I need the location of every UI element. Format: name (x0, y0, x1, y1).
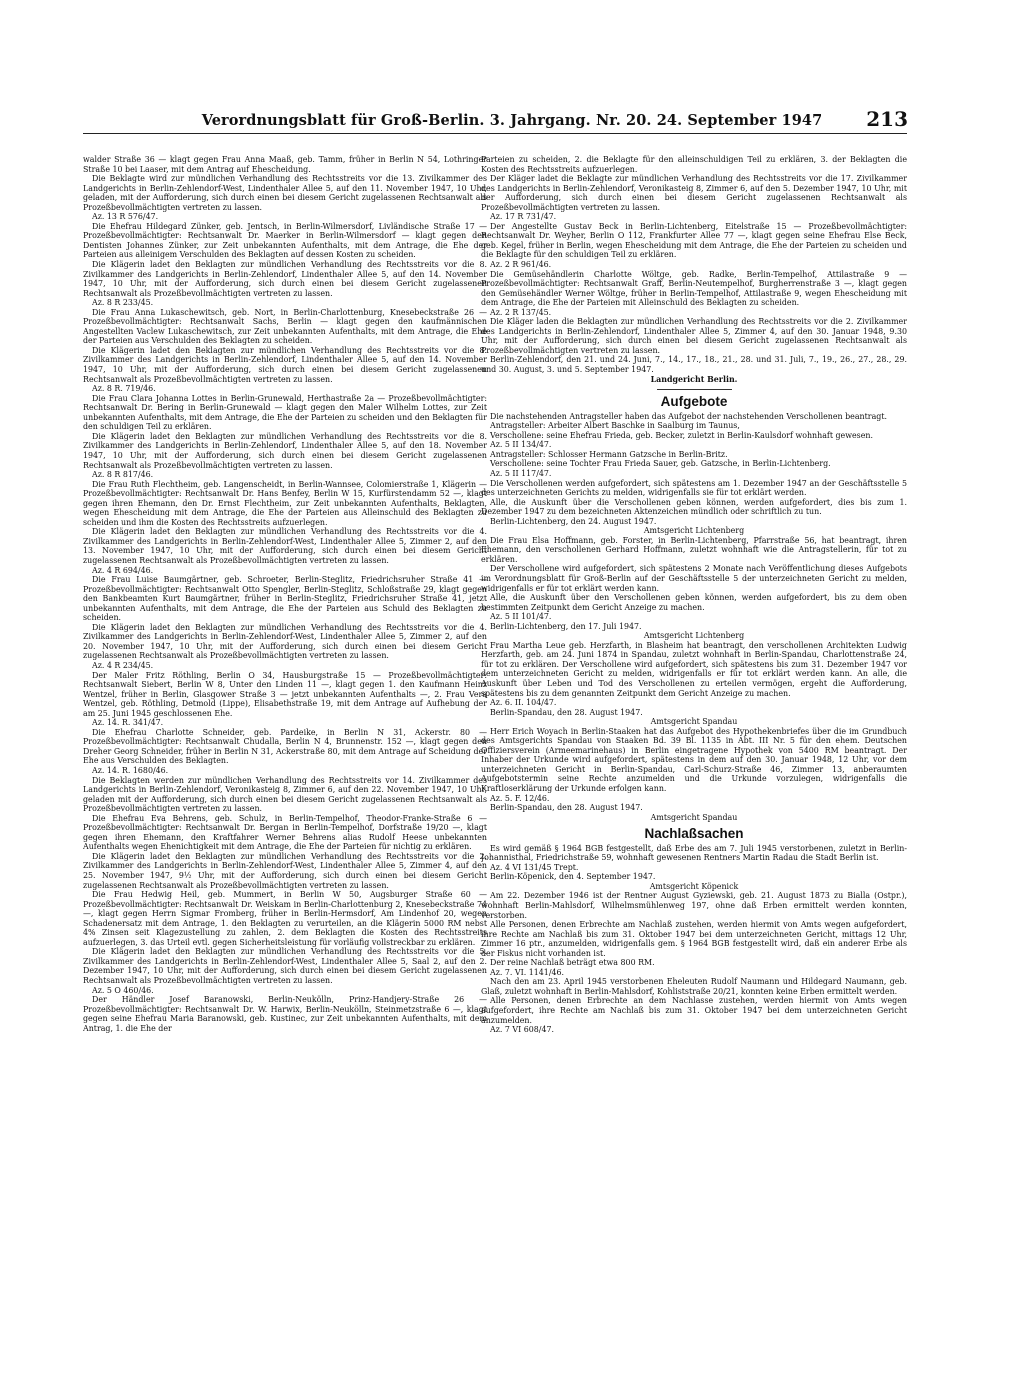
paragraph: Az. 5 II 117/47. (490, 468, 552, 478)
paragraph: Am 22. Dezember 1946 ist der Rentner August Gyziewski, geb. 21. August 1873 zu Bialla (Ostpr.), wohnhaft Berlin-Mahlsdorf, Wilhelmsmühlenweg 197, ohne daß Erben ermittelt werden konnten, verstorben. (481, 891, 907, 920)
paragraph: Alle Personen, denen Erbrechte an dem Nachlasse zustehen, werden hiermit von Amts wegen aufgefordert, ihre Rechte am Nachlaß bis zum 31. Oktober 1947 bei dem unterzeichneten Gericht anzumelden. (481, 996, 907, 1025)
paragraph: Die Klägerin ladet den Beklagten zur mündlichen Verhandlung des Rechtsstreits vor die 4. Zivilkammer des Landgerichts in Berlin-Zehlendorf-West, Lindenthaler Allee 5, Zimmer 2, auf den 20. November 1947, 10 Uhr, mit der Aufforderung, sich durch einen bei diesem Gericht zugelassenen Rechtsanwalt als Prozeßbevollmächtigten vertreten zu lassen. (83, 622, 487, 661)
paragraph: Die Verschollenen werden aufgefordert, sich spätestens am 1. Dezember 1947 an der Geschäftsstelle 5 des unterzeichneten Gerichts zu melden, widrigenfalls sie für tot erklärt werden. (481, 478, 907, 498)
paragraph: Die Frau Ruth Flechtheim, geb. Langenscheidt, in Berlin-Wannsee, Colomierstraße 1, Klägerin — Prozeßbevollmächtigter: Rechtsanwalt Dr. Hans Benfey, Berlin W 15, Kurfürstendamm 52 —, klagt gegen ihren Ehemann, den Dr. Ernst Flechtheim, zur Zeit unbekannten Aufenthalts, Beklagten, wegen Ehescheidung mit dem Antrage, die Ehe der Parteien aus Alleinschuld des Beklagten zu scheiden und ihm die Kosten des Rechtsstreits aufzuerlegen. (83, 479, 487, 527)
paragraph: Az. 5 II 101/47. (490, 612, 552, 622)
page-number: 213 (866, 107, 908, 131)
paragraph: Die Klägerin ladet den Beklagten zur mündlichen Verhandlung des Rechtsstreits vor die 5. Zivilkammer des Landgerichts in Berlin-Zehlendorf-West, Lindenthaler Allee 5, Saal 2, auf den 2. Dezember 1947, 10 Uhr, mit der Aufforderung, sich durch einen bei diesem Gericht zugelassenen Rechtsanwalt als Prozeßbevollmächtigten vertreten zu lassen. (83, 947, 487, 986)
section-divider (657, 389, 732, 390)
paragraph: Es wird gemäß § 1964 BGB festgestellt, daß Erbe des am 7. Juli 1945 verstorbenen, zuletzt in Berlin-Johannisthal, Friedrichstraße 59, wohnhaft gewesenen Rentners Martin Radau die Stadt Berlin ist. (481, 843, 907, 863)
section-heading-aufgebote: Aufgebote (660, 394, 728, 410)
section-heading-nachlass: Nachlaßsachen (644, 826, 744, 842)
paragraph: Az. 7. VI. 1141/46. (490, 967, 565, 977)
paragraph: Berlin-Lichtenberg, den 17. Juli 1947. (490, 621, 642, 631)
paragraph: Alle, die Auskunft über den Verschollenen geben können, werden aufgefordert, bis zu dem oben bestimmten Zeitpunkt dem Gericht Anzeige zu machen. (481, 593, 907, 612)
paragraph: Die Frau Anna Lukaschewitsch, geb. Nort, in Berlin-Charlottenburg, Knesebeckstraße 26 — Prozeßbevollmächtigter: Rechtsanwalt Sachs, Berlin — klagt gegen den kaufmännischen Angestellten Vaclew Lukaschewitsch, zur Zeit unbekannten Aufenthalts, mit dem Antrage, die Ehe der Parteien aus Verschulden des Beklagten zu scheiden. (83, 307, 487, 346)
paragraphs-block5 (481, 727, 907, 813)
paragraph: Az. 5 II 134/47. (490, 440, 552, 450)
paragraph: walder Straße 36 — klagt gegen Frau Anna Maaß, geb. Tamm, früher in Berlin N 54, Lothringer Straße 10 bei Laaser, mit dem Antrag auf Ehescheidung. (83, 155, 487, 174)
paragraph: Die nachstehenden Antragsteller haben das Aufgebot der nachstehenden Verschollenen beantragt. (490, 411, 888, 421)
paragraph: Berlin-Lichtenberg, den 24. August 1947. (490, 516, 657, 526)
paragraph: Berlin-Spandau, den 28. August 1947. (490, 707, 643, 717)
paragraph: Der Angestellte Gustav Beck in Berlin-Lichtenberg, Eitelstraße 15 — Prozeßbevollmächtigter: Rechtsanwalt Dr. Weyher, Berlin O 112, Frankfurter Allee 77 —, klagt gegen seine Ehefrau Else Beck, geb. Kegel, früher in Berlin, wegen Ehescheidung mit dem Antrage, die Ehe der Parteien zu scheiden und die Beklagte für den schuldigen Teil zu erklären. (481, 221, 907, 260)
paragraph: Az. 8 R. 719/46. (92, 384, 156, 394)
paragraph: Az. 5 O 460/46. (92, 985, 154, 995)
paragraph: Az. 4 VI 131/45 Trept. (490, 862, 579, 872)
paragraph: Die Ehefrau Charlotte Schneider, geb. Pardeike, in Berlin N 31, Ackerstr. 80 — Prozeßbevollmächtigter: Rechtsanwalt Chudalla, Berlin N 4, Brunnenstr. 152 —, klagt gegen den Dreher Georg Schneider, früher in Berlin N 31, Ackerstraße 80, mit dem Antrage auf Scheidung der Ehe aus Verschulden des Beklagten. (83, 727, 487, 766)
paragraph: Frau Martha Leue geb. Herzfarth, in Blasheim hat beantragt, den verschollenen Architekten Ludwig Herzfarth, geb. am 24. Juni 1874 in Spandau, zuletzt wohnhaft in Berlin-Spandau, Charlottenstraße 24, für tot zu erklären. Der Verschollene wird aufgefordert, sich spätestens bis zum 31. Dezember 1947 vor dem unterzeichneten Gericht zu melden, widrigenfalls er für tot erklärt werden kann. An alle, die Auskunft über Leben und Tod des Verschollenen zu erteilen vermögen, ergeht die Aufforderung, spätestens bis zu dem genannten Zeitpunkt dem Gericht Anzeige zu machen. (481, 640, 907, 698)
paragraph: Die Ehefrau Eva Behrens, geb. Schulz, in Berlin-Tempelhof, Theodor-Franke-Straße 6 — Prozeßbevollmächtigter: Rechtsanwalt Dr. Bergan in Berlin-Tempelhof, Dorfstraße 19/20 —, klagt gegen ihren Ehemann, den Kraftfahrer Werner Behrens alias Rudolf Heese unbekannten Aufenthalts wegen Ehenichtigkeit mit dem Antrage, die Ehe der Parteien für nichtig zu erklären. (83, 813, 487, 852)
paragraph: Die Ehefrau Hildegard Zünker, geb. Jentsch, in Berlin-Wilmersdorf, Livländische Straße 17 — Prozeßbevollmächtigter: Rechtsanwalt Dr. Maerker in Berlin-Wilmersdorf — klagt gegen den Dentisten Johannes Zünker, zur Zeit unbekannten Aufenthalts, mit dem Antrage, die Ehe der Parteien aus alleinigem Verschulden des Beklagten auf dessen Kosten zu scheiden. (83, 221, 487, 260)
paragraph: Die Beklagten werden zur mündlichen Verhandlung des Rechtsstreits vor 14. Zivilkammer des Landgerichts in Berlin-Zehlendorf, Veronikasteig 8, Zimmer 6, auf den 22. November 1947, 10 Uhr, geladen mit der Aufforderung, sich durch einen bei diesem Gericht zugelassenen Rechtsanwalt als Prozeßbevollmächtigten vertreten zu lassen. (83, 775, 487, 814)
paragraph: Verschollene: seine Ehefrau Frieda, geb. Becker, zuletzt in Berlin-Kaulsdorf wohnhaft gewesen. (490, 430, 873, 440)
paragraph: Az. 17 R 731/47. (490, 212, 557, 222)
paragraph: Der Kläger ladet die Beklagte zur mündlichen Verhandlung des Rechtsstreits vor die 17. Zivilkammer des Landgerichts in Berlin-Zehlendorf, Veronikasteig 8, Zimmer 6, auf den 5. Dezember 1947, 10 Uhr, mit der Aufforderung, sich durch einen bei diesem Gericht zugelassenen Rechtsanwalt als Prozeßbevollmächtigten vertreten zu lassen. (481, 174, 907, 212)
paragraph: Az. 8 R 233/45. (92, 298, 154, 308)
paragraph: Die Klägerin ladet den Beklagten zur mündlichen Verhandlung des Rechtsstreits vor die 8. Zivilkammer des Landgerichts in Berlin-Zehlendorf, Lindenthaler Allee 5, auf den 14. November 1947, 10 Uhr, mit der Aufforderung, sich durch einen bei diesem Gericht zugelassenen Rechtsanwalt als Prozeßbevollmächtigten vertreten zu lassen. (83, 260, 487, 298)
paragraph: Die Frau Hedwig Heil, geb. Mummert, in Berlin W 50, Augsburger Straße 60 — Prozeßbevollmächtigter: Rechtsanwalt Dr. Weiskam in Berlin-Charlottenburg 2, Knesebeckstraße 74 —, klagt gegen Herrn Sigmar Fromberg, früher in Berlin-Hermsdorf, Am Lindenhof 20, wegen Schadenersatz mit dem Antrage, 1. den Beklagten zu verurteilen, an die Klägerin 5000 RM nebst 4% Zinsen seit Klagezustellung zu zahlen, 2. dem Beklagten die Kosten des Rechtsstreits aufzuerlegen, 3. das Urteil evtl. gegen Sicherheitsleistung für vorläufig vollstreckbar zu erklären. (83, 890, 487, 947)
paragraph: Die Kläger laden die Beklagten zur mündlichen Verhandlung des Rechtsstreits vor die 2. Zivilkammer des Landgerichts in Berlin-Zehlendorf, Lindenthaler Allee 5, Zimmer 4, auf den 30. Januar 1948, 9.30 Uhr, mit der Aufforderung, sich durch einen bei diesem Gericht zugelassenen Rechtsanwalt als Prozeßbevollmächtigten vertreten zu lassen. (481, 317, 907, 355)
paragraph: Herr Erich Woyach in Berlin-Staaken hat das Aufgebot des Hypothekenbriefes über die im Grundbuch des Amtsgerichts Spandau von Staaken Bd. 39 Bl. 1135 in Abt. III Nr. 5 für den ehem. Deutschen Offiziersverein (Armeemarinehaus) in Berlin eingetragene Hypothek von 5400 RM beantragt. Der Inhaber der Urkunde wird aufgefordert, spätestens in dem auf den 30. Januar 1948, 12 Uhr, vor dem unterzeichneten Gericht in Berlin-Spandau, Carl-Schurz-Straße 46, Zimmer 13, anberaumten Aufgebotstermin seine Rechte anzumelden und die Urkunde vorzulegen, widrigenfalls die Kraftloserklärung der Urkunde erfolgen kann. (481, 726, 907, 793)
paragraph: Die Frau Luise Baumgärtner, geb. Schroeter, Berlin-Steglitz, Friedrichsruher Straße 41 — Prozeßbevollmächtigter: Rechtsanwalt Otto Spengler, Berlin-Steglitz, Schloßstraße 29, klagt gegen den Bankbeamten Kurt Baumgärtner, früher in Berlin-Steglitz, Friedrichsruher Straße 41, jetzt unbekannten Aufenthalts, mit dem Antrage, die Ehe der Parteien aus Schuld des Beklagten zu scheiden. (83, 575, 487, 623)
page-header (0, 107, 1024, 134)
paragraphs-block3 (481, 536, 907, 631)
paragraphs-block4 (481, 641, 907, 717)
paragraph: Alle Personen, denen Erbrechte am Nachlaß zustehen, werden hiermit von Amts wegen aufgefordert, ihre Rechte am Nachlaß bis zum 31. Oktober 1947 bei dem unterzeichneten Gericht, mittags 12 Uhr, Zimmer 16 ptr., anzumelden, widrigenfalls gem. § 1964 BGB festgestellt wird, daß ein anderer Erbe als der Fiskus nicht vorhanden ist. (481, 920, 907, 958)
paragraph: Die Klägerin ladet den Beklagten zur mündlichen Verhandlung des Rechtsstreits vor die 8. Zivilkammer des Landgerichts in Berlin-Zehlendorf, Lindenthaler Allee 5, auf den 18. November 1947, 10 Uhr, mit der Aufforderung, sich durch einen bei diesem Gericht zugelassenen Rechtsanwalt als Prozeßbevollmächtigten vertreten zu lassen. (83, 431, 487, 470)
paragraph: Berlin-Zehlendorf, den 21. und 24. Juni, 7., 14., 17., 18., 21., 28. und 31. Juli, 7., 19., 26., 27., 28., 29. und 30. August, 3. und 5. September 1947. (481, 355, 907, 375)
paragraph: Az. 8 R 817/46. (92, 470, 154, 480)
paragraph: Az. 2 R 137/45. (490, 307, 552, 317)
paragraphs-block6 (481, 844, 907, 882)
paragraph: Az. 14. R. 1680/46. (92, 766, 169, 775)
paragraph: Nach den am 23. April 1945 verstorbenen Eheleuten Rudolf Naumann und Hildegard Naumann, geb. Glaß, zuletzt wohnhaft in Berlin-Mahlsdorf, Kohliststraße 20/21, konnten keine Erben ermittelt werden. (481, 977, 907, 996)
paragraph: Az. 4 R 694/46. (92, 565, 154, 575)
left-column (83, 155, 487, 1345)
paragraphs-block2 (481, 412, 907, 527)
paragraph: Der Verschollene wird aufgefordert, sich spätestens 2 Monate nach Veröffentlichung dieses Aufgebots im Verordnungsblatt für Groß-Berlin auf der Geschäftsstelle 5 der unterzeichneten Gericht zu melden, widrigenfalls er für tot erklärt werden kann. (481, 564, 907, 593)
header-rule (83, 133, 907, 134)
paragraph: Az. 14. R. 341/47. (92, 718, 164, 728)
paragraph: Az. 2 R 961/46. (490, 260, 552, 270)
paragraph: Die Klägerin ladet den Beklagten zur mündlichen Verhandlung des Rechtsstreits vor die 2. Zivilkammer des Landgerichts in Berlin-Zehlendorf-West, Lindenthaler Allee 5, Zimmer 4, auf den 25. November 1947, 9½ Uhr, mit der Aufforderung, sich durch einen bei diesem Gericht zugelassenen Rechtsanwalt als Prozeßbevollmächtigten vertreten zu lassen. (83, 851, 487, 890)
paragraph: Az. 6. II. 104/47. (490, 698, 557, 708)
court-koepenick: Amtsgericht Köpenick (649, 881, 739, 891)
court-spandau-2: Amtsgericht Spandau (650, 812, 738, 822)
paragraph: Az. 7 VI 608/47. (490, 1025, 554, 1035)
paragraph: Antragsteller: Schlosser Hermann Gatzsche in Berlin-Britz. (490, 449, 728, 459)
court-lichtenberg-2: Amtsgericht Lichtenberg (643, 631, 745, 641)
paragraph: Die Gemüsehändlerin Charlotte Wöltge, geb. Radke, Berlin-Tempelhof, Attilastraße 9 — Prozeßbevollmächtigter: Rechtsanwalt Graff, Berlin-Neutempelhof, Burgherrenstraße 3 —, klagt gegen den Gemüsehändler Werner Wöltge, früher in Berlin-Tempelhof, Attilastraße 9, wegen Ehescheidung mit dem Antrage, die Ehe der Parteien mit Alleinschuld des Beklagten zu scheiden. (481, 269, 907, 308)
paragraph: Die Klägerin ladet den Beklagten zur mündlichen Verhandlung des Rechtsstreits vor die 4. Zivilkammer des Landgerichts in Berlin-Zehlendorf-West, Lindenthaler Allee 5, Zimmer 2, auf den 13. November 1947, 10 Uhr, mit der Aufforderung, sich durch einen bei diesem Gericht zugelassenen Rechtsanwalt als Prozeßbevollmächtigten vertreten zu lassen. (83, 527, 487, 565)
paragraph: Die Klägerin ladet den Beklagten zur mündlichen Verhandlung des Rechtsstreits vor die 8. Zivilkammer des Landgerichts in Berlin-Zehlendorf, Lindenthaler Allee 5, auf den 14. November 1947, 10 Uhr, mit der Aufforderung, sich durch einen bei diesem Gericht zugelassenen Rechtsanwalt als Prozeßbevollmächtigten vertreten zu lassen. (83, 345, 487, 384)
paragraph: Az. 5. F. 12/46. (490, 793, 550, 803)
court-landgericht: Landgericht Berlin. (650, 374, 738, 384)
running-title: Verordnungsblatt für Groß-Berlin. 3. Jahrgang. Nr. 20. 24. September 1947 (201, 112, 823, 129)
paragraph: Verschollene: seine Tochter Frau Frieda Sauer, geb. Gatzsche, in Berlin-Lichtenberg. (490, 459, 831, 469)
paragraph: Die Frau Clara Johanna Lottes in Berlin-Grunewald, Herthastraße 2a — Prozeßbevollmächtigter: Rechtsanwalt Dr. Bering in Berlin-Grunewald — klagt gegen den Maler Wilhelm Lottes, zur Zeit unbekannten Aufenthalts, mit dem Antrage, die Ehe der Parteien zu scheiden und den Beklagten für den schuldigen Teil zu erklären. (83, 393, 487, 432)
paragraph: Die Beklagte wird zur mündlichen Verhandlung des Rechtsstreits vor die 13. Zivilkammer des Landgerichts in Berlin-Zehlendorf-West, Lindenthaler Allee 5, auf den 11. November 1947, 10 Uhr, geladen, mit der Aufforderung, sich durch einen bei diesem Gericht zugelassenen Rechtsanwalt als Prozeßbevollmächtigten vertreten zu lassen. (83, 174, 487, 212)
paragraph: Der Händler Josef Baranowski, Berlin-Neukölln, Prinz-Handjery-Straße 26 — Prozeßbevollmächtigter: Rechtsanwalt Dr. W. Harwix, Berlin-Neukölln, Steinmetzstraße 6 —, klagt gegen seine Ehefrau Maria Baranowski, geb. Kustinec, zur Zeit unbekannten Aufenthalts, mit dem Antrag, 1. die Ehe der (83, 995, 487, 1033)
paragraphs-block7 (481, 891, 907, 1034)
paragraph: Az. 4 R 234/45. (92, 660, 154, 670)
right-column (481, 155, 907, 1320)
paragraph: Az. 13 R 576/47. (92, 212, 159, 222)
paragraph: Berlin-Spandau, den 28. August 1947. (490, 803, 643, 813)
paragraph: Parteien zu scheiden, 2. die Beklagte für den alleinschuldigen Teil zu erklären, 3. der Beklagten die Kosten des Rechtsstreits aufzuerlegen. (481, 155, 907, 174)
paragraph: Der Maler Fritz Röthling, Berlin O 34, Hausburgstraße 15 — Prozeßbevollmächtigter: Rechtsanwalt Siebert, Berlin W 8, Unter den Linden 11 —, klagt gegen 1. den Kaufmann Heinz Wentzel, früher in Berlin, Glasgower Straße 3 — jetzt unbekannten Aufenthalts —, 2. Frau Vera Wentzel, geb. Röthling, Detmold (Lippe), Elisabethstraße 19, mit dem Antrage auf Aufhebung der am 25. Juni 1945 geschlossenen Ehe. (83, 670, 487, 718)
paragraph: Alle, die Auskunft über die Verschollenen geben können, werden aufgefordert, dies bis zum 1. Dezember 1947 zu dem bezeichneten Aktenzeichen mündlich oder schriftlich zu tun. (481, 497, 907, 517)
court-spandau-1: Amtsgericht Spandau (650, 717, 738, 727)
paragraph: Der reine Nachlaß beträgt etwa 800 RM. (490, 958, 655, 968)
court-lichtenberg-1: Amtsgericht Lichtenberg (643, 526, 745, 536)
paragraph: Die Frau Elsa Hoffmann, geb. Forster, in Berlin-Lichtenberg, Pfarrstraße 56, hat beantragt, ihren Ehemann, den verschollenen Gerhard Hoffmann, zuletzt wohnhaft wie die Antragstellerin, für tot zu erklären. (481, 535, 907, 564)
paragraph: Antragsteller: Arbeiter Albert Baschke in Saalburg im Taunus, (490, 421, 740, 431)
paragraphs-block1 (481, 155, 907, 375)
paragraph: Berlin-Köpenick, den 4. September 1947. (490, 872, 656, 882)
